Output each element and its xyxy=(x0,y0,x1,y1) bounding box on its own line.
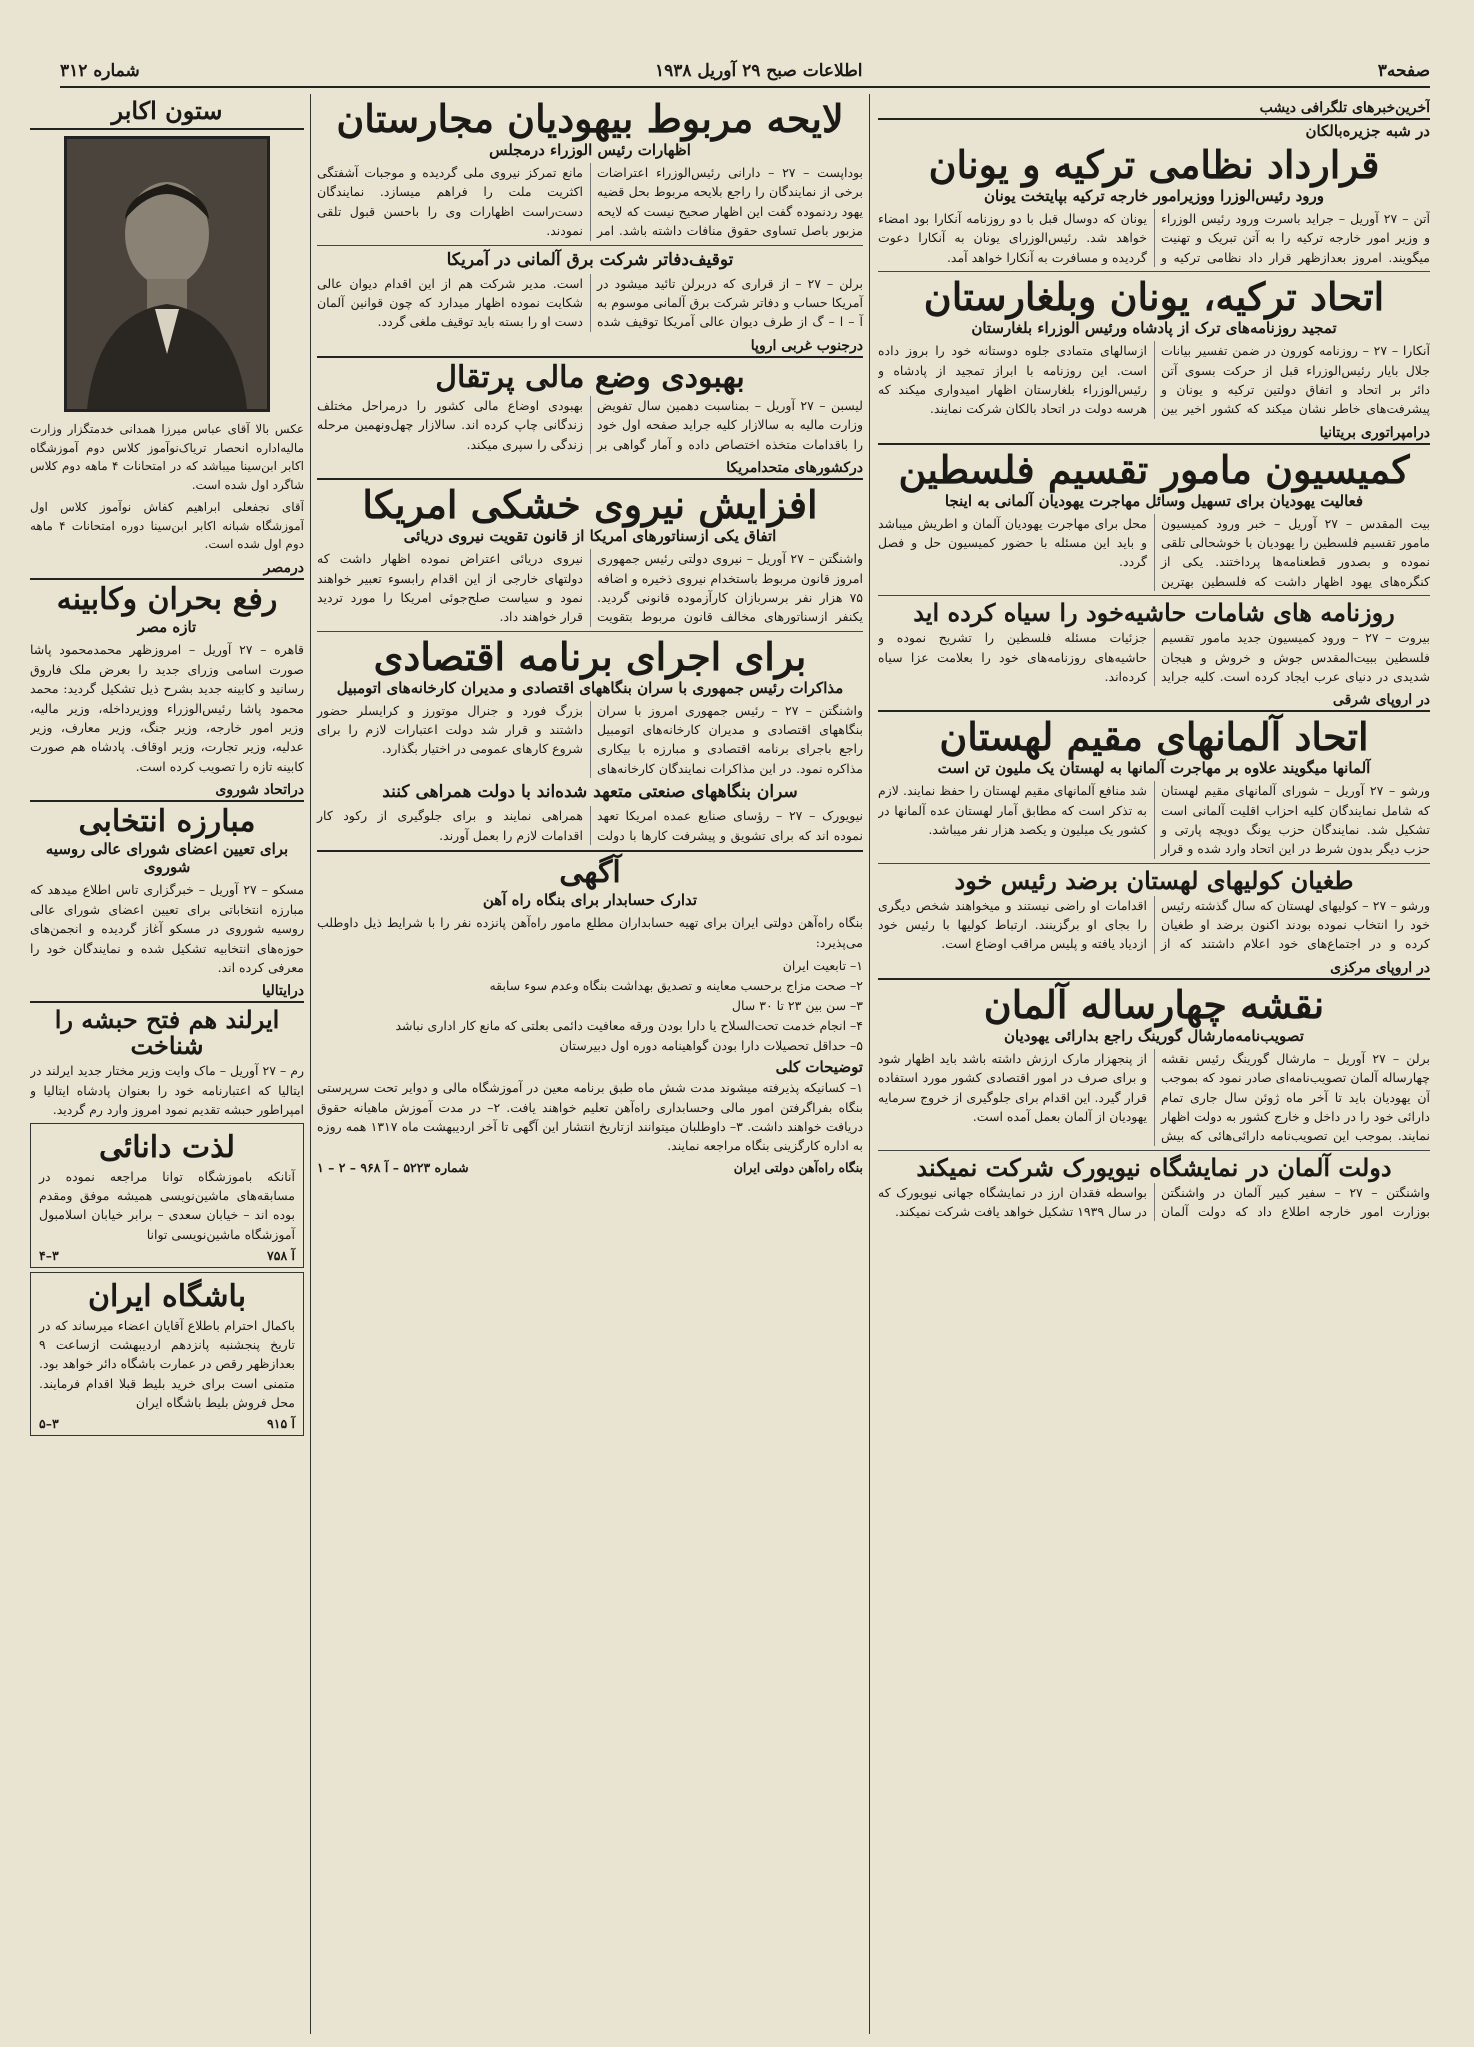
divider xyxy=(317,245,863,246)
subheadline: اتفاق یکی ازسناتورهای امریکا از قانون تقویت نیروی دریائی xyxy=(403,527,777,546)
ad-headline: باشگاه ایران xyxy=(87,1279,247,1315)
right-column xyxy=(878,94,1430,2034)
paper-date: اطلاعات صبح ۲۹ آوریل ۱۹۳۸ xyxy=(654,61,863,81)
list-item: ۴– انجام خدمت تحت‌السلاح یا دارا بودن ورقه معافیت دائمی بعلتی که مانع کار اداری نباشد xyxy=(395,1018,863,1034)
article-palestine xyxy=(878,446,1430,592)
ad-ref: آ ۹۱۵ xyxy=(267,1416,295,1432)
notice-requirements xyxy=(317,956,863,1056)
divider xyxy=(317,631,863,632)
portrait-photo xyxy=(64,136,270,412)
portrait-image xyxy=(67,139,267,409)
subheadline: تازه مصر xyxy=(137,618,197,637)
article-ny-fair xyxy=(878,1152,1430,1222)
notice-subtitle: تدارک حسابدار برای بنگاه راه آهن xyxy=(482,891,698,910)
section-america: درکشورهای متحدامریکا xyxy=(317,458,863,480)
masthead xyxy=(60,56,1430,88)
student-note: آقای نجفعلی ابراهیم کفاش نوآموز کلاس اول آموزشگاه شبانه اکابر ابن‌سینا دوره امتحانات ۴ ماهه دوم اول شده است. xyxy=(30,500,304,552)
notice-explanation-title: توضیحات کلی xyxy=(775,1058,863,1077)
headline: برای اجرای برنامه اقتصادی xyxy=(373,633,807,679)
article-body: آتن – ۲۷ آوریل – جراید باسرت ورود رئیس الوزراء و وزیر امور خارجه ترکیه را به آتن تبریک و تهنیت میگویند. امروز بعدازظهر قرار داد نظامی ترکیه و یونان که دوسال قبل با دو روزنامه آنکارا بود امضاء خواهد شد. رئیس‌الوزرای یونان به آنکارا دعوت گردیده و مسافرت به آنکارا خواهد آمد. xyxy=(878,211,1430,265)
notice-title: آگهی xyxy=(559,854,621,890)
headline: روزنامه های شامات حاشیه‌خود را سیاه کرده اید xyxy=(913,598,1395,628)
notice-intro: بنگاه راه‌آهن دولتی ایران برای تهیه حسابداران مطلع مامور راه‌آهن پانزده نفر را با شرایط ذیل داوطلب می‌پذیرد: xyxy=(317,915,863,950)
column-title: ستون اکابر xyxy=(30,98,304,130)
divider xyxy=(878,595,1430,596)
article-economic-program xyxy=(317,633,863,845)
ad-ref-number: ۳–۴ xyxy=(39,1248,59,1264)
headline: اتحاد ترکیه، یونان وبلغارستان xyxy=(923,274,1385,320)
subheadline: تمجید روزنامه‌های ترک از پادشاه ورئیس الوزراء بلغارستان xyxy=(971,319,1337,338)
ad-footer xyxy=(39,1248,295,1263)
article-body: واشنگتن – ۲۷ آوریل – نیروی دولتی رئیس جمهوری امروز قانون مربوط باستخدام نیروی ذخیره و اضافه ۷۵ هزار نفر برسربازان کارآزموده قانونی گردید. یکنفر ازسناتورهای مخالف قانون مربوط بتقویت نیروی دریائی اعتراض نموده اظهار داشت که دولتهای خارجی از این اقدام رابسوء تعبیر خواهند نمود و سیاست صلح‌جوئی امریکا را مورد تردید قرار خواهند داد. xyxy=(317,551,863,625)
article-body: واشنگتن – ۲۷ – رئیس جمهوری امروز با سران بنگاههای اقتصادی و مدیران کارخانه‌های اتومبیل راجع باجرای برنامه اقتصادی و مبارزه با بیکاری مذاکره نمود. در این مذاکرات نمایندگان کارخانه‌های بزرگ فورد و جنرال موتورز و کرایسلر حضور داشتند و قرار شد دولت اعتبارات لازم را برای شروع کارهای عمومی در اختیار بگذارد. xyxy=(317,702,863,776)
headline: بهبودی وضع مالی پرتقال xyxy=(435,359,745,395)
section-west-europe: درجنوب غربی اروپا xyxy=(317,336,863,358)
ad-headline: لذت دانائی xyxy=(98,1130,236,1166)
section-egypt: درمصر xyxy=(30,558,304,580)
headline: رفع بحران وکابینه xyxy=(56,582,278,618)
headline: ایرلند هم فتح حبشه را شناخت xyxy=(54,1005,280,1061)
article-hungary-jews xyxy=(317,98,863,241)
headline: توقیف‌دفاتر شرکت برق آلمانی در آمریکا xyxy=(446,249,734,270)
headline: مبارزه انتخابی xyxy=(78,804,256,840)
subheadline: اظهارات رئیس الوزراء درمجلس xyxy=(489,141,691,160)
article-body: بیت المقدس – ۲۷ آوریل – خبر ورود کمیسیون مامور تقسیم فلسطین را یهودیان با خوشحالی تلقی نموده و بصدور قطعنامه‌ها پرداختند. یکی از کنگره‌های یهود اظهار داشت که فلسطین بهترین محل برای مهاجرت یهودیان آلمان و اطریش میباشد و باید این مسئله با حضور کمیسیون حل و فصل گردد. xyxy=(878,515,1430,589)
article-body: لیسبن – ۲۷ آوریل – بمناسبت دهمین سال تفویض وزارت مالیه به سالازار کلیه جراید صفحه اول خود را باقدامات متخذه اختصاص داده و آمار گواهی بر بهبودی اوضاع مالی کشور را درمراحل مختلف زندگانی چاپ کرده اند. سالازار چهل‌ونهمین مرحله زندگی را سپری میکند. xyxy=(317,398,863,452)
list-item: ۳– سن بین ۲۳ تا ۳۰ سال xyxy=(731,998,863,1014)
article-body: ورشو – ۲۷ – کولیهای لهستان که سال گذشته رئیس خود را انتخاب نموده بودند اکنون برضد او طغیان کرده و در اجتماع‌های خود اعلام داشتند که از اقدامات او راضی نیستند و میخواهند شخص دیگری را بجای او برگزینند. ارتباط کولیها با رئیس خود ازدیاد یافته و پلیس مراقب اوضاع است. xyxy=(878,897,1430,952)
list-item: ۲– صحت مزاج برحسب معاینه و تصدیق بهداشت بنگاه وعدم سوء سابقه xyxy=(489,978,863,994)
article-turkey-greece xyxy=(878,144,1430,267)
headline: لایحه مربوط بیهودیان مجارستان xyxy=(336,96,844,141)
article-four-year-plan xyxy=(878,981,1430,1146)
middle-column xyxy=(310,94,870,2034)
ad-body: باکمال احترام باطلاع آقایان اعضاء میرساند که در تاریخ پنجشنبه پانزدهم اردیبهشت ازساعت ۹ بعدازظهر رقص در عمارت باشگاه دائر خواهد بود. متمنی است برای خرید بلیط قبلا اقدام فرمایند. محل فروش بلیط باشگاه ایران xyxy=(39,1317,295,1411)
article-body: واشنگتن – ۲۷ – سفیر کبیر آلمان در واشنگتن بوزارت امور خارجه اطلاع داد که دولت آلمان بواسطه فقدان ارز در نمایشگاه جهانی نیویورک که در سال ۱۹۳۹ تشکیل خواهد یافت شرکت نمیکند. xyxy=(878,1184,1430,1219)
article-portugal xyxy=(317,359,863,455)
article-body: رم – ۲۷ آوریل – ماک وایت وزیر مختار جدید ایرلند در ایتالیا که اعتبارنامه خود را بعنوان پادشاه ایتالیا و امپراطور حبشه تقدیم نمود امروز وارد رم گردید. xyxy=(30,1063,304,1117)
article-body: برلن – ۲۷ – از قراری که دربرلن تائید میشود در آمریکا حساب و دفاتر شرکت برق آلمانی موسوم به آ – ا – گ از طرف دیوان عالی آمریکا توقیف شده است. مدیر شرکت هم از این اقدام دیوان عالی شکایت نموده اظهار میدارد که چون قوانین آلمان دست او را بسته باید توقیف ملغی گردد. xyxy=(317,275,863,330)
page-label: صفحه۳ xyxy=(1377,61,1430,81)
subheadline: ورود رئیس‌الوزرا ووزیرامور خارجه ترکیه بپایتخت یونان xyxy=(984,187,1324,206)
headline: دولت آلمان در نمایشگاه نیویورک شرکت نمیکند xyxy=(916,1152,1392,1182)
left-column xyxy=(30,94,304,2034)
divider xyxy=(878,863,1430,864)
divider xyxy=(878,1150,1430,1151)
article-body: ورشو – ۲۷ آوریل – شورای آلمانهای مقیم لهستان که شامل نمایندگان کلیه احزاب اقلیت آلمانی است تشکیل شد. نمایندگان حزب یونگ دویچه پارتی و حزب دیگر بدون شرط در این اتحاد وارد شده و قرار شد منافع آلمانهای مقیم لهستان را حفظ نمایند. لازم به تذکر است که مطابق آمار لهستان عده آلمانها در کشور یک میلیون و یکصد هزار نفر میباشد. xyxy=(878,783,1430,857)
ad-iran-club xyxy=(30,1272,304,1436)
article-levant-press xyxy=(878,600,1430,686)
headline: اتحاد آلمانهای مقیم لهستان xyxy=(939,714,1369,760)
section-east-europe: در اروپای شرقی xyxy=(878,690,1430,712)
article-egypt-cabinet xyxy=(30,584,304,776)
article-body: آنکارا – ۲۷ – روزنامه کورون در ضمن تفسیر بیانات جلال بایار رئیس‌الوزراء قبل از حرکت بسوی آتن دائر بر اتحاد و اتفاق دولتین ترکیه و یونان و پیشرفت‌های خاطر نشان میکند که کشور اخیر بین ازسالهای متمادی جلوه دوستانه خود را بروز داده است. این روزنامه با ابراز تمجید از پادشاه و رئیس‌الوزراء بلغارستان اظهار امیدواری میکند که هرسه دولت در اتحاد بالکان شرکت نمایند. xyxy=(878,343,1430,417)
notice-footer xyxy=(317,1160,863,1175)
subheadline: مذاکرات رئیس جمهوری با سران بنگاههای اقتصادی و مدیران کارخانه‌های اتومبیل xyxy=(336,678,844,697)
ad-typing-school xyxy=(30,1123,304,1268)
notice-signature: بنگاه راه‌آهن دولتی ایران xyxy=(733,1159,863,1175)
headline: سران بنگاههای صنعتی متعهد شده‌اند با دولت همراهی کنند xyxy=(382,782,798,803)
section-central-europe: در اروپای مرکزی xyxy=(878,958,1430,980)
subheadline: برای تعیین اعضای شورای عالی روسیه شوروی xyxy=(45,840,289,877)
ad-ref-number: ۳–۵ xyxy=(39,1416,59,1432)
article-body: بوداپست – ۲۷ – دارانی رئیس‌الوزراء اعتراضات برخی از نمایندگان را راجع بلایحه مربوط بحل قضیه یهود ردنموده گفت این اظهار صحیح نیست که لایحه مزبور باصل تساوی حقوق منافات داشته باشد. امر مانع تمرکز نیروی ملی گردیده و موجبات آشفتگی اکثریت ملت را فراهم میسازد. نمایندگان دست‌راست اظهارات وی را باحسن قبول تلقی نمودند. xyxy=(317,165,863,239)
section-ussr: دراتحاد شوروی xyxy=(30,780,304,802)
article-ireland-ethiopia xyxy=(30,1007,304,1119)
divider xyxy=(878,271,1430,272)
headline: کمیسیون مامور تقسیم فلسطین xyxy=(898,446,1410,492)
issue-number: شماره ۳۱۲ xyxy=(60,61,140,81)
notice-explanation: ۱– کسانیکه پذیرفته میشوند مدت شش ماه طبق برنامه معین در آموزشگاه مالی و دوایر تحت سرپرستی بنگاه بفراگرفتن امور مالی وحسابداری راه‌آهن تعلیم خواهند یافت. ۲– در مدت آموزش ماهیانه حقوق دریافت خواهند داشت. ۳– داوطلبان میتوانند ازتاریخ انتشار این آگهی تا آخر اردیبهشت ماه ۱۳۱۷ همه روزه به اداره کارگزینی بنگاه مراجعه نمایند. xyxy=(317,1080,864,1154)
top-kicker: آخرین‌خبرهای تلگرافی دیشب xyxy=(878,98,1430,120)
article-body: قاهره – ۲۷ آوریل – امروزظهر محمدمحمود پاشا صورت اسامی وزرای جدید را بعرض ملک فاروق رسانید و کابینه جدید بشرح ذیل تشکیل گردید: محمد محمود پاشا رئیس‌الوزراء ووزیرداخله، وزیر مالیه، وزیر امور خارجه، وزیر جنگ، وزیر معارف، وزیر عدلیه، وزیر تجارت، وزیر اوقاف. پادشاه هم صورت کابینه تازه را تصویب کرده است. xyxy=(30,642,304,774)
section-britain: درامپراتوری بریتانیا xyxy=(878,423,1430,445)
railway-notice xyxy=(317,854,864,1175)
article-body: برلن – ۲۷ آوریل – مارشال گورینگ رئیس نقشه چهارساله آلمان تصویب‌نامه‌ای صادر نمود که بموجب آن یهودیان باید تا آخر ماه ژوئن سال جاری تمام دارائی خود را در داخل و خارج کشور به دولت اظهار نمایند. بموجب این تصویب‌نامه دارائی‌هائی که بیش از پنجهزار مارک ارزش داشته باشد باید اظهار شود و برای صرف در امور اقتصادی کشور مورد استفاده قرار گیرد. این اقدام برای جلوگیری از خروج سرمایه یهودیان از آلمان بعمل آمده است. xyxy=(878,1050,1430,1144)
article-us-army xyxy=(317,484,863,627)
section-italy: درایتالیا xyxy=(30,981,304,1003)
article-germans-poland xyxy=(878,716,1430,859)
article-soviet-election xyxy=(30,806,304,977)
notice-ref: شماره ۵۲۲۳ – آ ۹۶۸ – ۲ – ۱ xyxy=(317,1159,469,1175)
list-item: ۵– حداقل تحصیلات دارا بودن گواهینامه دوره اول دبیرستان xyxy=(559,1038,863,1054)
ad-ref: آ ۷۵۸ xyxy=(267,1248,295,1264)
ad-body: آنانکه باموزشگاه توانا مراجعه نموده در مسابقه‌های ماشین‌نویسی همیشه موفق ومقدم بوده اند – خیابان سعدی – برابر خیابان اسلامبول آموزشگاه ماشین‌نویسی توانا xyxy=(39,1168,295,1242)
headline: افزایش نیروی خشکی امریکا xyxy=(362,482,818,528)
photo-caption: عکس بالا آقای عباس میرزا همدانی خدمتگزار وزارت مالیه‌اداره انحصار تریاک‌نوآموز کلاس دوم آموزشگاه اکابر ابن‌سینا میباشد که در امتحانات ۴ ماهه دوم کلاس شاگرد اول شده است. xyxy=(30,421,304,492)
headline: نقشه چهارساله آلمان xyxy=(983,981,1325,1027)
subheadline: تصویب‌نامه‌مارشال گورینگ راجع بدارائی یهودیان xyxy=(1004,1026,1304,1045)
article-body: مسکو – ۲۷ آوریل – خبرگزاری تاس اطلاع میدهد که مبارزه انتخاباتی برای تعیین اعضای شورای عالی روسیه شوروی در مسکو آغاز گردیده و انجمن‌های حوزه‌های انتخابیه تشکیل شده و نمایندگان خود را معرفی کرده اند. xyxy=(30,882,304,975)
article-aeg-seizure xyxy=(317,250,863,332)
section-balkans: در شبه جزیره‌بالکان xyxy=(1305,122,1430,140)
article-gypsies-poland xyxy=(878,865,1430,954)
list-item: ۱– تابعیت ایران xyxy=(782,958,863,974)
subheadline: آلمانها میگویند علاوه بر مهاجرت آلمانها به لهستان یک ملیون تن است xyxy=(937,759,1371,778)
subheadline: فعالیت یهودیان برای تسهیل وسائل مهاجرت یهودیان آلمانی به اینجا xyxy=(944,491,1364,510)
article-body: نیویورک – ۲۷ – رؤسای صنایع عمده امریکا تعهد نموده اند که برای تشویق و پیشرفت کارها با دولت همراهی نمایند و برای جلوگیری از رکود کار اقدامات لازم را بعمل آورند. xyxy=(317,808,863,843)
article-balkan-alliance xyxy=(878,276,1430,419)
headline: طغیان کولیهای لهستان برضد رئیس خود xyxy=(954,865,1354,895)
article-body: بیروت – ۲۷ – ورود کمیسیون جدید مامور تقسیم فلسطین ببیت‌المقدس جوش و خروش و هیجان شدیدی در دنیای عرب ایجاد کرده است. کلیه جراید جزئیات مسئله فلسطین را تشریح نموده و حاشیه‌های روزنامه‌های خود را بعلامت عزا سیاه کرده‌اند. xyxy=(878,630,1430,684)
divider xyxy=(317,850,863,852)
ad-footer xyxy=(39,1416,295,1431)
headline: قرارداد نظامی ترکیه و یونان xyxy=(928,142,1380,187)
